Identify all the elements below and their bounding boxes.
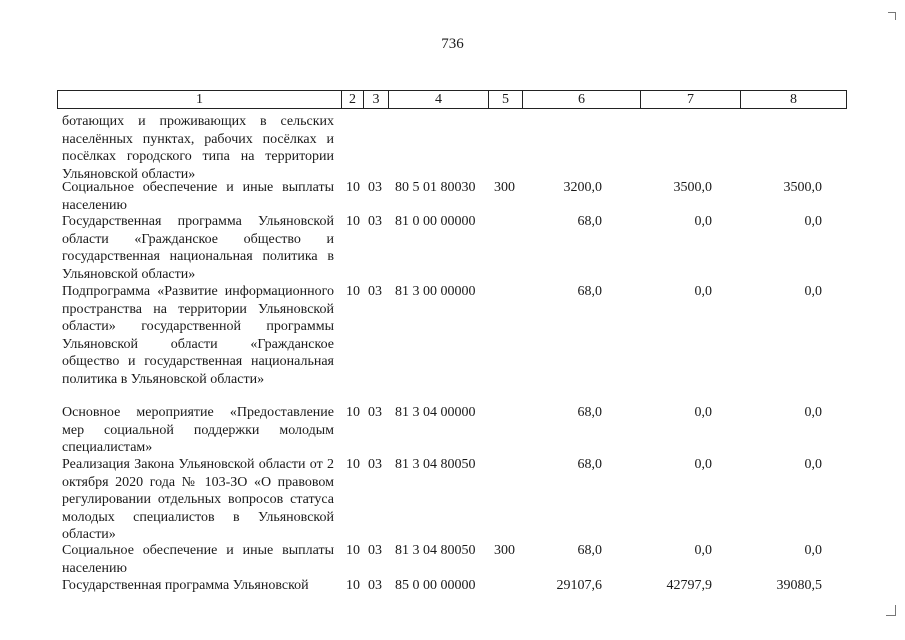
row-section: 10 <box>346 180 360 195</box>
row-name: Реализация Закона Ульяновской области от 2 октября 2020 года № 103-ЗО «О правовом регулировании отдельных вопросов статуса молодых специалистов в Ульяновской области» <box>62 457 334 542</box>
row-subsection: 03 <box>368 405 382 420</box>
table-header <box>57 90 847 109</box>
row-value-col6: 68,0 <box>577 214 602 229</box>
row-value-col8: 3500,0 <box>783 180 822 195</box>
row-name: Социальное обеспечение и иные выплаты населению <box>62 543 334 576</box>
row-article: 80 5 01 80030 <box>395 180 476 195</box>
header-col-8: 8 <box>790 92 797 107</box>
row-value-col6: 68,0 <box>577 284 602 299</box>
row-name: Подпрограмма «Развитие информационного пространства на территории Ульяновской области» государственной программы Ульяновской области «Гражданское общество и государственная национальная политика в Ульяновской области» <box>62 284 334 387</box>
row-section: 10 <box>346 405 360 420</box>
row-subsection: 03 <box>368 180 382 195</box>
header-col-6: 6 <box>523 91 641 108</box>
row-name: Социальное обеспечение и иные выплаты населению <box>62 180 334 213</box>
header-col-5: 5 <box>489 91 523 108</box>
row-name: Государственная программа Ульяновской <box>62 578 309 593</box>
row-section: 10 <box>346 578 360 593</box>
row-value-col7: 0,0 <box>694 284 712 299</box>
row-section: 10 <box>346 214 360 229</box>
header-col-1: 1 <box>58 91 342 108</box>
row-article: 81 3 04 00000 <box>395 405 476 420</box>
header-col-2: 2 <box>342 91 364 108</box>
row-article: 81 3 00 00000 <box>395 284 476 299</box>
row-subsection: 03 <box>368 578 382 593</box>
row-subsection: 03 <box>368 543 382 558</box>
row-article: 81 0 00 00000 <box>395 214 476 229</box>
row-section: 10 <box>346 457 360 472</box>
scan-mark <box>895 12 896 20</box>
row-value-col8: 39080,5 <box>776 578 822 593</box>
row-value-col6: 29107,6 <box>556 578 602 593</box>
row-value-col8: 0,0 <box>804 284 822 299</box>
row-value-col7: 42797,9 <box>666 578 712 593</box>
row-value-col7: 0,0 <box>694 457 712 472</box>
row-value-col7: 0,0 <box>694 543 712 558</box>
row-value-col6: 68,0 <box>577 543 602 558</box>
row-section: 10 <box>346 543 360 558</box>
row-value-col6: 68,0 <box>577 457 602 472</box>
page-number: 736 <box>441 36 464 52</box>
row-value-col8: 0,0 <box>804 457 822 472</box>
row-subsection: 03 <box>368 214 382 229</box>
row-name: Государственная программа Ульяновской области «Гражданское общество и государственная национальная политика в Ульяновской области» <box>62 214 334 282</box>
scan-mark <box>895 605 896 616</box>
row-value-col7: 0,0 <box>694 214 712 229</box>
header-col-4: 4 <box>389 91 489 108</box>
header-col-7: 7 <box>641 91 741 108</box>
row-value-col7: 0,0 <box>694 405 712 420</box>
row-subsection: 03 <box>368 457 382 472</box>
row-value-col8: 0,0 <box>804 214 822 229</box>
row-value-col7: 3500,0 <box>673 180 712 195</box>
row-value-col8: 0,0 <box>804 543 822 558</box>
row-value-col6: 3200,0 <box>563 180 602 195</box>
row-value-col8: 0,0 <box>804 405 822 420</box>
row-expense-type: 300 <box>494 180 515 195</box>
header-col-3: 3 <box>364 91 389 108</box>
row-section: 10 <box>346 284 360 299</box>
row-article: 85 0 00 00000 <box>395 578 476 593</box>
row-expense-type: 300 <box>494 543 515 558</box>
row-article: 81 3 04 80050 <box>395 543 476 558</box>
scan-mark <box>886 615 895 616</box>
row-value-col6: 68,0 <box>577 405 602 420</box>
row-subsection: 03 <box>368 284 382 299</box>
row-name: ботающих и проживающих в сельских населённых пунктах, рабочих посёлках и посёлках городского типа на территории Ульяновской области» <box>62 114 334 182</box>
row-name: Основное мероприятие «Предоставление мер социальной поддержки молодым специалистам» <box>62 405 334 455</box>
row-article: 81 3 04 80050 <box>395 457 476 472</box>
